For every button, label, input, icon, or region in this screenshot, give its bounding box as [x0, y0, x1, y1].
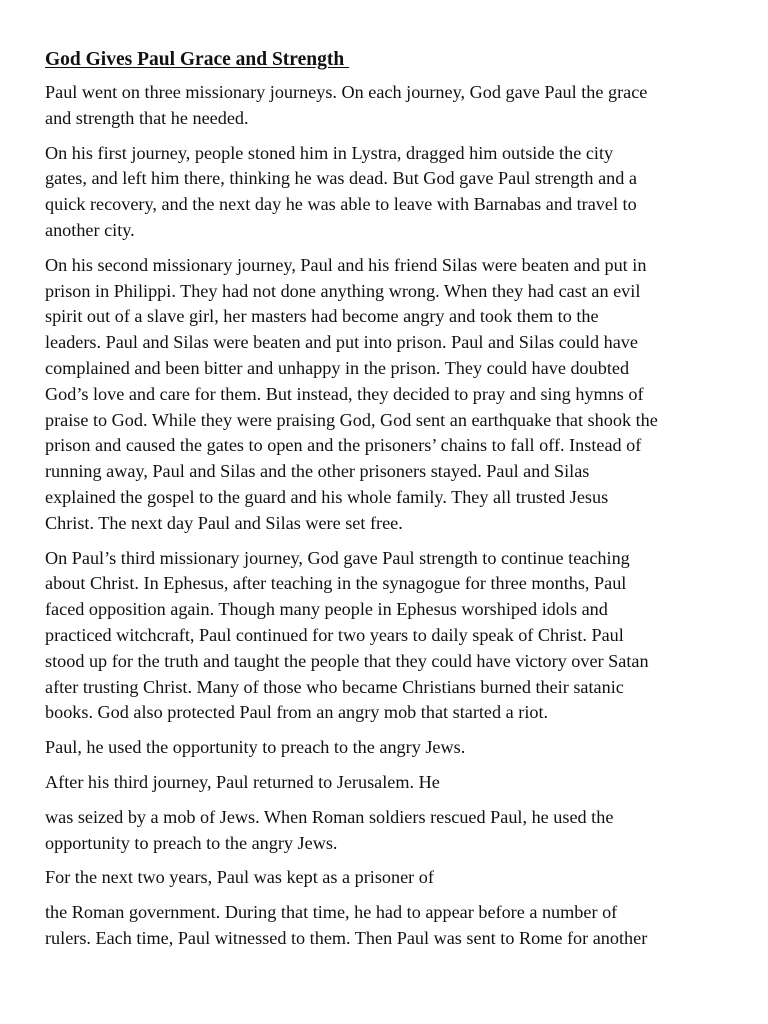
paragraph-return-jerusalem: After his third journey, Paul returned to Jerusalem. He: [45, 771, 440, 792]
paragraph-roman-government: the Roman government. During that time, he had to appear before a number of rulers. Each time, Paul witnessed to them. Then Paul was sent to Rome for another: [45, 902, 648, 948]
document-page: [45, 46, 735, 961]
paragraph-intro: Paul went on three missionary journeys. On each journey, God gave Paul the grace and strength that he needed.: [45, 82, 648, 128]
paragraph-fragment-preach: Paul, he used the opportunity to preach to the angry Jews.: [45, 737, 466, 758]
paragraph-first-journey: On his first journey, people stoned him in Lystra, dragged him outside the city gates, and left him there, thinking he was dead. But God gave Paul strength and a quick recovery, and the next day he was able to leave with Barnabas and travel to another city.: [45, 142, 637, 240]
paragraph-third-journey: On Paul’s third missionary journey, God gave Paul strength to continue teaching about Christ. In Ephesus, after teaching in the synagogue for three months, Paul faced opposition again. Though many people in Ephesus worshiped idols and practiced witchcraft, Paul continued for two years to daily speak of Christ. Paul stood up for the truth and taught the people that they could have victory over Satan after trusting Christ. Many of those who became Christians burned their satanic books. God also protected Paul from an angry mob that started a riot.: [45, 547, 649, 723]
document-title: God Gives Paul Grace and Strength: [45, 49, 350, 70]
paragraph-second-journey: On his second missionary journey, Paul and his friend Silas were beaten and put in prison in Philippi. They had not done anything wrong. When they had cast an evil spirit out of a slave girl, her masters had become angry and took them to the leaders. Paul and Silas were beaten and put into prison. Paul and Silas could have complained and been bitter and unhappy in the prison. They could have doubted God’s love and care for them. But instead, they decided to pray and sing hymns of praise to God. While they were praising God, God sent an earthquake that shook the prison and caused the gates to open and the prisoners’ chains to fall off. Instead of running away, Paul and Silas and the other prisoners stayed. Paul and Silas explained the gospel to the guard and his whole family. They all trusted Jesus Christ. The next day Paul and Silas were set free.: [45, 254, 658, 533]
paragraph-prisoner: For the next two years, Paul was kept as a prisoner of: [45, 867, 434, 888]
paragraph-seized-by-mob: was seized by a mob of Jews. When Roman soldiers rescued Paul, he used the opportunity to preach to the angry Jews.: [45, 806, 614, 853]
